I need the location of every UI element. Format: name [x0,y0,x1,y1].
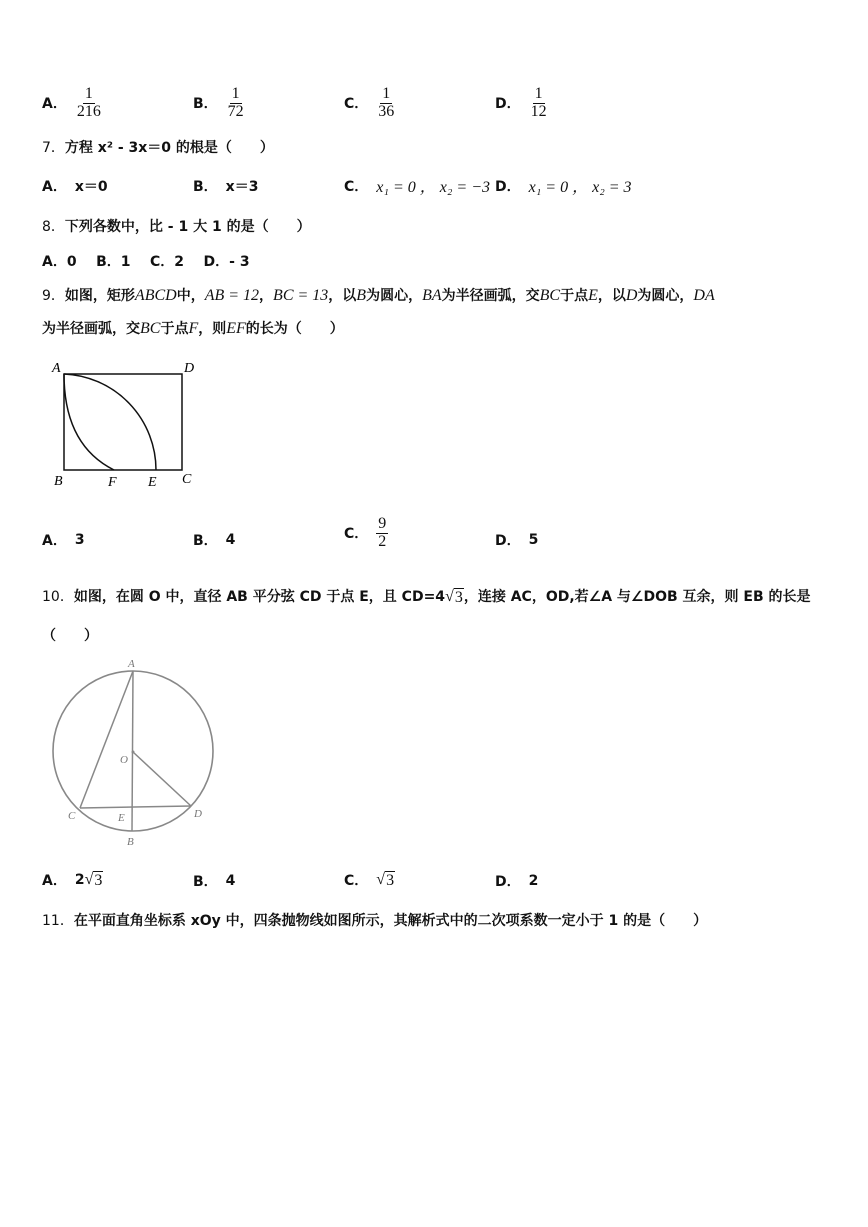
q8-options [42,251,250,271]
arc-ae [64,374,156,470]
sqrt: √ 3 [376,870,395,889]
label-d: D [184,361,195,376]
center-o [132,751,135,754]
label-f: F [108,475,117,490]
q7-option-c: C． x₁ = 0 ， x₂ = −3 [344,178,491,196]
option-label: C． [344,96,369,113]
label-o: O [120,754,128,766]
q8-option-a: A．0 [42,254,77,270]
q10-stem-line1: 10．如图，在圆 O 中，直径 AB 平分弦 CD 于点 E，且 CD=4√ 3 ，连接 AC，OD,若∠A 与∠DOB 互余，则 EB 的长是 [42,588,811,606]
fraction: $\frac{1}{72}$ [227,85,244,120]
label-b: B [127,836,134,848]
fraction: $\frac{1}{12}$ [530,85,547,120]
q7-stem: 7．方程 x² - 3x＝0 的根是（ ） [42,140,274,156]
q9-option-c: C． $\frac{9}{2}$ [344,515,387,550]
label-a: A [52,361,61,376]
q9-stem-line1: 9．如图，矩形ABCD中，AB = 12，BC = 13，以B为圆心，BA为半径画弧，交BC于点E，以D为圆心，DA [42,287,715,304]
label-a: A [128,658,135,670]
q10-option-c: C． √ 3 [344,870,395,889]
q8-stem: 8．下列各数中，比 - 1 大 1 的是（ ） [42,219,311,235]
q6-option-d [495,86,549,121]
q10-option-b: B． 4 [193,873,236,890]
sqrt: √ 3 [84,870,103,889]
q9-stem-line2: 为半径画弧，交BC于点F，则EF的长为（ ） [42,320,344,337]
q8-option-c: C．2 [150,254,185,270]
fraction: $\frac{1}{216}$ [76,85,101,120]
q11-stem: 11．在平面直角坐标系 xOy 中，四条抛物线如图所示，其解析式中的二次项系数一定小于 1 的是（ ） [42,913,708,929]
q8-option-b: B．1 [96,254,131,270]
sqrt: √ 3 [445,588,463,606]
label-c: C [68,810,76,822]
segment-od [133,752,191,806]
q6-option-c [344,86,396,121]
q10-option-a: A． 2√ 3 [42,870,103,889]
arc-af [64,374,114,470]
label-e: E [118,812,125,824]
option-label: B． [193,96,218,113]
option-label: D． [495,96,521,113]
label-b: B [54,474,63,489]
label-e: E [148,475,157,490]
chord-cd [80,806,191,808]
fraction: $\frac{1}{36}$ [378,85,395,120]
q7-option-b: B． x＝3 [193,179,259,195]
q9-figure [48,355,208,490]
option-label: A． [42,96,67,113]
q6-option-b [193,86,246,121]
segment-ac [80,671,133,808]
q8-option-d: D．- 3 [203,254,250,270]
label-c: C [182,472,192,487]
label-d: D [194,808,202,820]
q10-figure [48,655,248,850]
q9-option-a: A． 3 [42,532,85,549]
q6-option-a [42,86,103,121]
q7-option-a: A． x＝0 [42,179,108,195]
rectangle-abcd [64,374,182,470]
q10-stem-line2: （ ） [42,628,98,644]
q10-option-d: D． 2 [495,873,539,890]
fraction: $\frac{9}{2}$ [378,515,387,550]
q9-option-b: B． 4 [193,532,236,549]
q9-option-d: D． 5 [495,532,539,549]
q7-option-d: D． x₁ = 0 ， x₂ = 3 [495,178,632,196]
